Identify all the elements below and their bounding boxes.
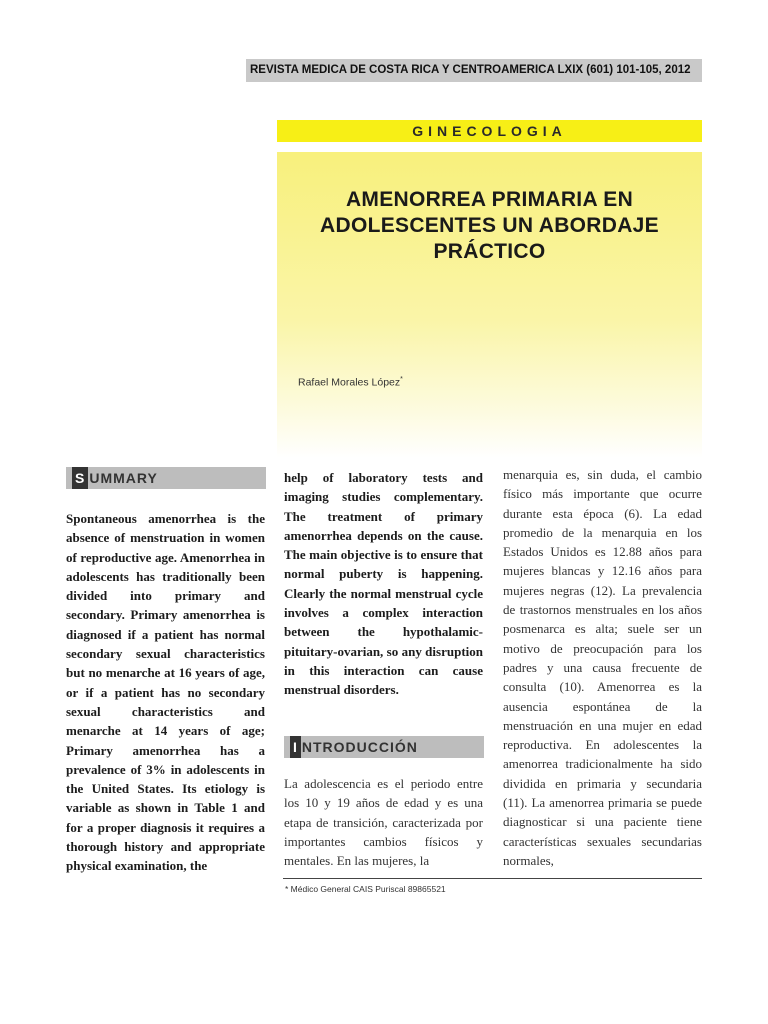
author-name: Rafael Morales López [298,376,401,389]
author-footnote: * Médico General CAIS Puriscal 89865521 [285,884,446,894]
author-footnote-mark: * [400,376,403,383]
article-title: AMENORREA PRIMARIA EN ADOLESCENTES UN ABORDAJE PRÁCTICO [320,188,659,263]
intro-heading-rest: NTRODUCCIÓN [301,739,418,755]
summary-text-col1: Spontaneous amenorrhea is the absence of menstruation in women of reproductive age. Amenorrhea in adolescents has traditionally been divided into primary and secondary. Primary amenorrhea is diagnosed if a patient has normal secondary sexual characteristics but no menarche at 16 years of age, or if a patient has no secondary sexual characteristics and menarche at 14 years of age; Primary amenorrhea has a prevalence of 3% in adolescents in the United States. Its etiology is variable as shown in Table 1 and for a proper diagnosis it requires a thorough history and appropriate physical examination, the [66,511,265,874]
intro-text-col3: menarquia es, sin duda, el cambio físico más importante que ocurre durante esta época (6). La edad promedio de la menarquia en los Estados Unidos es 12.88 años para mujeres blancas y 12.16 años para mujeres negras (12). La prevalencia de trastornos menstruales en los años posmenarca es alta; suele ser un motivo de preocupación para los padres y una causa frecuente de consulta (10). Amenorrea es la ausencia espontánea de la menstruación en una mujer en edad reproductiva. En adolescentes la amenorrea tradicionalmente ha sido dividida en primaria y secundaria (11). La amenorrea primaria se puede diagnosticar si una paciente tiene características sexuales secundarias normales, [503,467,702,868]
section-label: GINECOLOGIA [277,120,702,142]
summary-heading [66,467,266,489]
footnote-divider [283,878,702,879]
author-line [298,376,403,389]
summary-heading-rest: UMMARY [89,470,158,486]
intro-heading-initial: I [290,736,301,758]
summary-text-col2: help of laboratory tests and imaging studies complementary. The treatment of primary amenorrhea depends on the cause. The main objective is to ensure that normal puberty is happening. Clearly the normal menstrual cycle involves a complex interaction between the hypothalamic-pituitary-ovarian, so any disruption in this interaction can cause menstrual disorders. [284,470,483,698]
intro-heading [284,736,484,758]
intro-text-col2: La adolescencia es el periodo entre los 10 y 19 años de edad y es una etapa de transición, caracterizada por importantes cambios físicos y mentales. En las mujeres, la [284,776,483,869]
journal-citation: REVISTA MEDICA DE COSTA RICA Y CENTROAMERICA LXIX (601) 101-105, 2012 [246,59,702,82]
title-panel [277,152,702,458]
summary-heading-initial: S [72,467,88,489]
